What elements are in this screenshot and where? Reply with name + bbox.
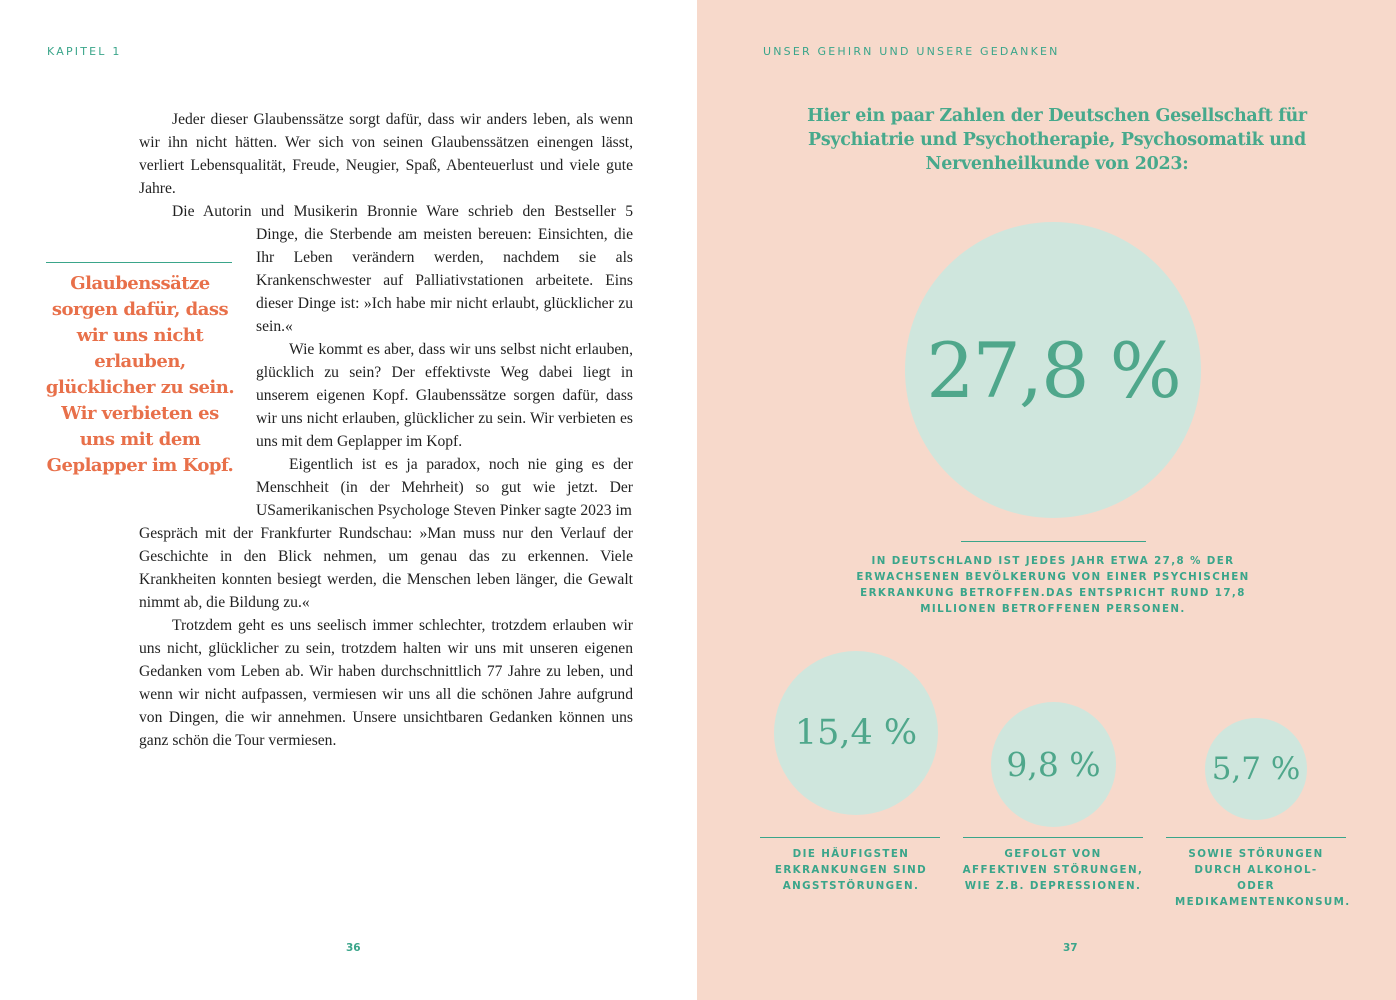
right-page bbox=[697, 0, 1396, 1000]
main-stat-circle bbox=[905, 222, 1201, 518]
body-text-bottom bbox=[139, 522, 633, 752]
stat-value-2: 9,8 % bbox=[1006, 745, 1101, 784]
body-text-top bbox=[139, 108, 633, 223]
stat-rule-1 bbox=[760, 837, 940, 838]
stat-caption-3: SOWIE STÖRUNGEN DURCH ALKOHOL- ODER MEDIKAMENTENKONSUM. bbox=[1175, 848, 1351, 908]
page-number-right: 37 bbox=[1063, 942, 1078, 954]
running-head-right: UNSER GEHIRN UND UNSERE GEDANKEN bbox=[763, 45, 1060, 58]
stat-rule-2 bbox=[963, 837, 1143, 838]
main-stat-caption: IN DEUTSCHLAND IST JEDES JAHR ETWA 27,8 % DER ERWACHSENEN BEVÖLKERUNG VON EINER PSYCHISCHEN ERKRANKUNG BETROFFEN.DAS ENTSPRICHT RUND 17,8 MILLIONEN BETROFFENEN PERSONEN. bbox=[856, 555, 1250, 615]
page-number-left: 36 bbox=[346, 942, 361, 954]
paragraph: Wie kommt es aber, dass wir uns selbst nicht erlauben, glücklich zu sein? Der effektivste Weg dabei liegt in unserem eigenen Kopf. Glaubenssätze sorgen dafür, dass wir uns nicht erlauben, glücklicher zu sein. Wir verbieten es uns mit dem Geplapper im Kopf. bbox=[256, 341, 633, 450]
stat-caption-2: GEFOLGT VON AFFEKTIVEN STÖRUNGEN, WIE Z.B. DEPRESSIONEN. bbox=[962, 848, 1144, 892]
stat-rule-3 bbox=[1166, 837, 1346, 838]
left-page bbox=[0, 0, 697, 1000]
main-stat-value: 27,8 % bbox=[926, 325, 1180, 415]
paragraph: Die Autorin und Musikerin Bronnie Ware schrieb den Bestseller 5 bbox=[172, 203, 633, 220]
body-text-wrap bbox=[256, 223, 633, 522]
stat-circle-1 bbox=[774, 651, 938, 815]
main-stat-rule bbox=[961, 541, 1146, 542]
running-head-left: KAPITEL 1 bbox=[47, 45, 122, 58]
stat-caption-1: DIE HÄUFIGSTEN ERKRANKUNGEN SIND ANGSTSTÖRUNGEN. bbox=[774, 848, 928, 892]
pull-quote-rule bbox=[46, 262, 232, 263]
stat-value-1: 15,4 % bbox=[794, 713, 918, 753]
paragraph: Eigentlich ist es ja paradox, noch nie ging es der Menschheit (in der Mehrheit) so gut wie jetzt. Der USamerikanischen Psychologe Steven Pinker sagte 2023 im bbox=[256, 456, 633, 519]
stat-circle-3 bbox=[1205, 718, 1307, 820]
stat-circle-2 bbox=[991, 702, 1116, 827]
paragraph: Trotzdem geht es uns seelisch immer schlechter, trotzdem erlauben wir uns nicht, glücklicher zu sein, trotzdem halten wir uns mit unseren eigenen Gedanken vom Leben ab. Wir haben durchschnittlich 77 Jahre zu leben, und wenn wir nicht aufpassen, vermiesen wir uns all die schönen Jahre aufgrund von Dingen, die wir annehmen. Unsere unsichtbaren Gedanken können uns ganz schön die Tour vermiesen. bbox=[139, 617, 633, 749]
pull-quote: Glaubenssätze sorgen dafür, dass wir uns nicht erlauben, glücklicher zu sein. Wir verbieten es uns mit dem Geplapper im Kopf. bbox=[45, 273, 235, 476]
paragraph: Dinge, die Sterbende am meisten bereuen: Einsichten, die Ihr Leben verändern werden, nachdem sie als Krankenschwester auf Palliativstationen arbeitete. Eins dieser Dinge ist: »Ich habe mir nicht erlaubt, glücklicher zu sein.« bbox=[256, 226, 633, 335]
stats-heading: Hier ein paar Zahlen der Deutschen Gesellschaft für Psychiatrie und Psychotherapie, Psychosomatik und Nervenheilkunde von 2023: bbox=[807, 106, 1307, 174]
paragraph: Jeder dieser Glaubenssätze sorgt dafür, dass wir anders leben, als wenn wir ihn nicht hätten. Wer sich von seinen Glaubenssätzen einengen lässt, verliert Lebensqualität, Freude, Neugier, Spaß, Abenteuerlust und viele gute Jahre. bbox=[139, 111, 633, 197]
paragraph: Gespräch mit der Frankfurter Rundschau: »Man muss nur den Verlauf der Geschichte in den Blick nehmen, um genau das zu erkennen. Viele Krankheiten konnten besiegt werden, die Menschen leben länger, die Gewalt nimmt ab, die Bildung zu.« bbox=[139, 525, 633, 611]
stat-value-3: 5,7 % bbox=[1211, 751, 1301, 787]
